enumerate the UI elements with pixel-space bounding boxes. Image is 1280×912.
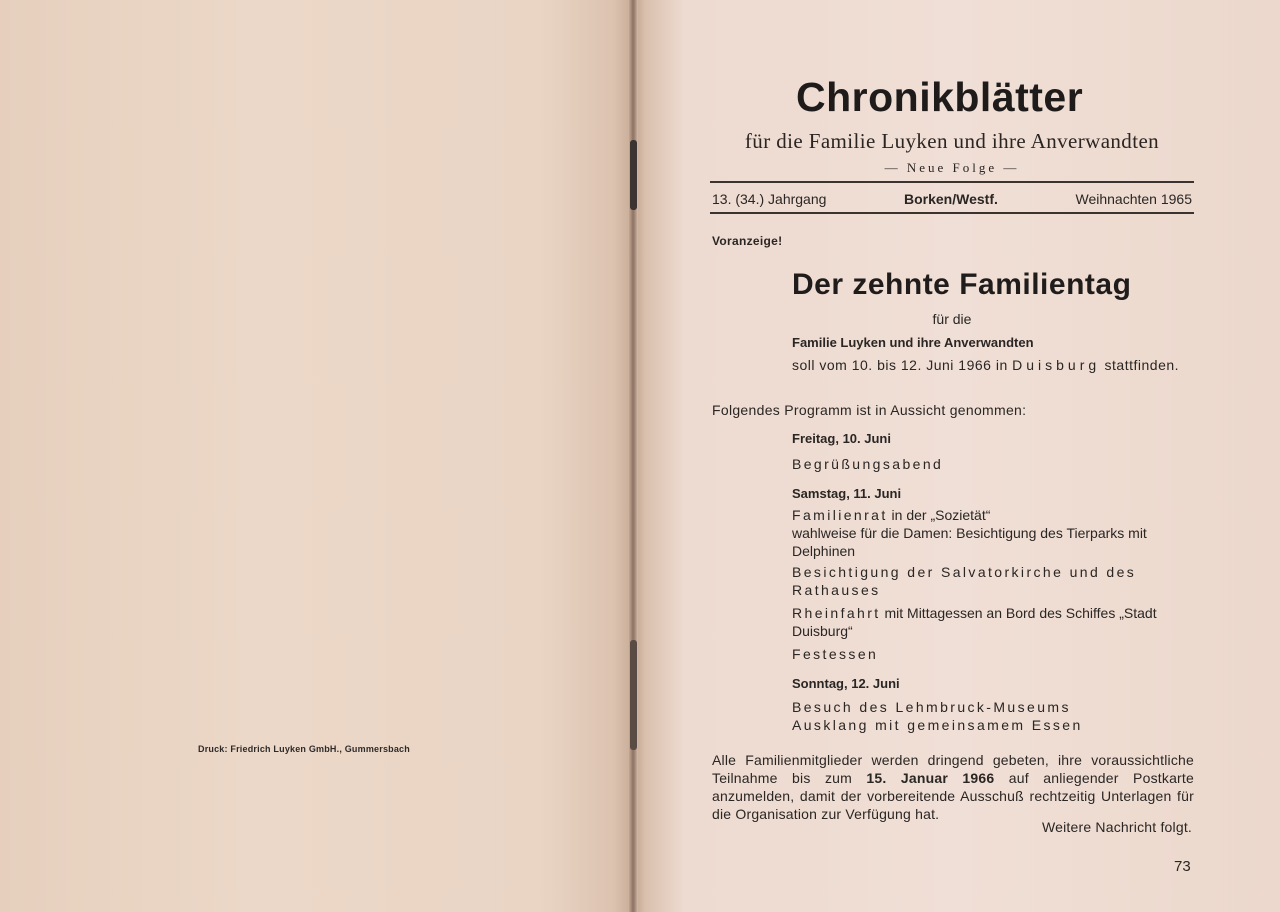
for-the-text: für die xyxy=(932,311,972,327)
header-rule-bottom xyxy=(710,212,1194,214)
program-item: Festessen xyxy=(792,646,879,662)
day-sunday: Sonntag, 12. Juni xyxy=(792,676,900,691)
closing-text: auf anliegender Postkarte anzumelden, damit der vorbereitende Ausschuß rechtzeitig Unterlagen für die Organisation zur Verfügung hat. xyxy=(712,770,1194,822)
place-label: Borken/Westf. xyxy=(904,191,998,207)
item-highlight: Familienrat xyxy=(792,507,888,523)
volume-label: 13. (34.) Jahrgang xyxy=(712,191,827,207)
family-name: Familie Luyken und ihre Anverwandten xyxy=(792,335,1034,350)
program-intro: Folgendes Programm ist in Aussicht genommen: xyxy=(712,402,1027,418)
issue-date: Weihnachten 1965 xyxy=(1075,191,1192,207)
newsletter-title: Chronikblätter xyxy=(796,74,1084,120)
program-item: Ausklang mit gemeinsamem Essen xyxy=(792,717,1083,733)
day-saturday: Samstag, 11. Juni xyxy=(792,486,902,501)
staple-bottom xyxy=(630,640,637,750)
program-item xyxy=(792,506,1196,560)
program-item: Besuch des Lehmbruck-Museums xyxy=(792,699,1071,715)
closing-paragraph xyxy=(712,751,1194,823)
dates-suffix: stattfinden. xyxy=(1104,357,1180,373)
printer-imprint: Druck: Friedrich Luyken GmbH., Gummersbach xyxy=(198,744,410,754)
left-page xyxy=(0,0,632,912)
event-dates xyxy=(792,357,1179,373)
event-title: Der zehnte Familientag xyxy=(792,268,1132,301)
closing-text: Alle Familienmitglieder werden dringend gebeten, ihre voraussichtliche Teilnahme bis zum xyxy=(712,752,1194,786)
staple-top xyxy=(630,140,637,210)
event-city: Duisburg xyxy=(1012,357,1101,373)
item-highlight: Rheinfahrt xyxy=(792,605,881,621)
program-item: Besichtigung der Salvatorkirche und des Rathauses xyxy=(792,564,1137,598)
series-label: — Neue Folge — xyxy=(884,160,1020,175)
item-text: mit Mittagessen an Bord des Schiffes „Stadt Duisburg“ xyxy=(792,605,1157,639)
item-text: wahlweise für die Damen: Besichtigung des Tierparks mit Delphinen xyxy=(792,525,1147,559)
page-number: 73 xyxy=(1174,858,1191,875)
dates-prefix: soll vom 10. bis 12. Juni 1966 in xyxy=(792,357,1008,373)
program-item: Begrüßungsabend xyxy=(792,456,944,472)
registration-deadline: 15. Januar 1966 xyxy=(866,770,995,786)
day-friday: Freitag, 10. Juni xyxy=(792,431,891,446)
item-text: in der „Sozietät“ xyxy=(891,507,991,523)
newsletter-subtitle: für die Familie Luyken und ihre Anverwandten xyxy=(744,129,1160,153)
program-item xyxy=(792,604,1196,640)
preview-label: Voranzeige! xyxy=(712,234,783,248)
book-spine xyxy=(629,0,638,912)
further-notice: Weitere Nachricht folgt. xyxy=(1041,819,1192,835)
header-rule-top xyxy=(710,181,1194,183)
